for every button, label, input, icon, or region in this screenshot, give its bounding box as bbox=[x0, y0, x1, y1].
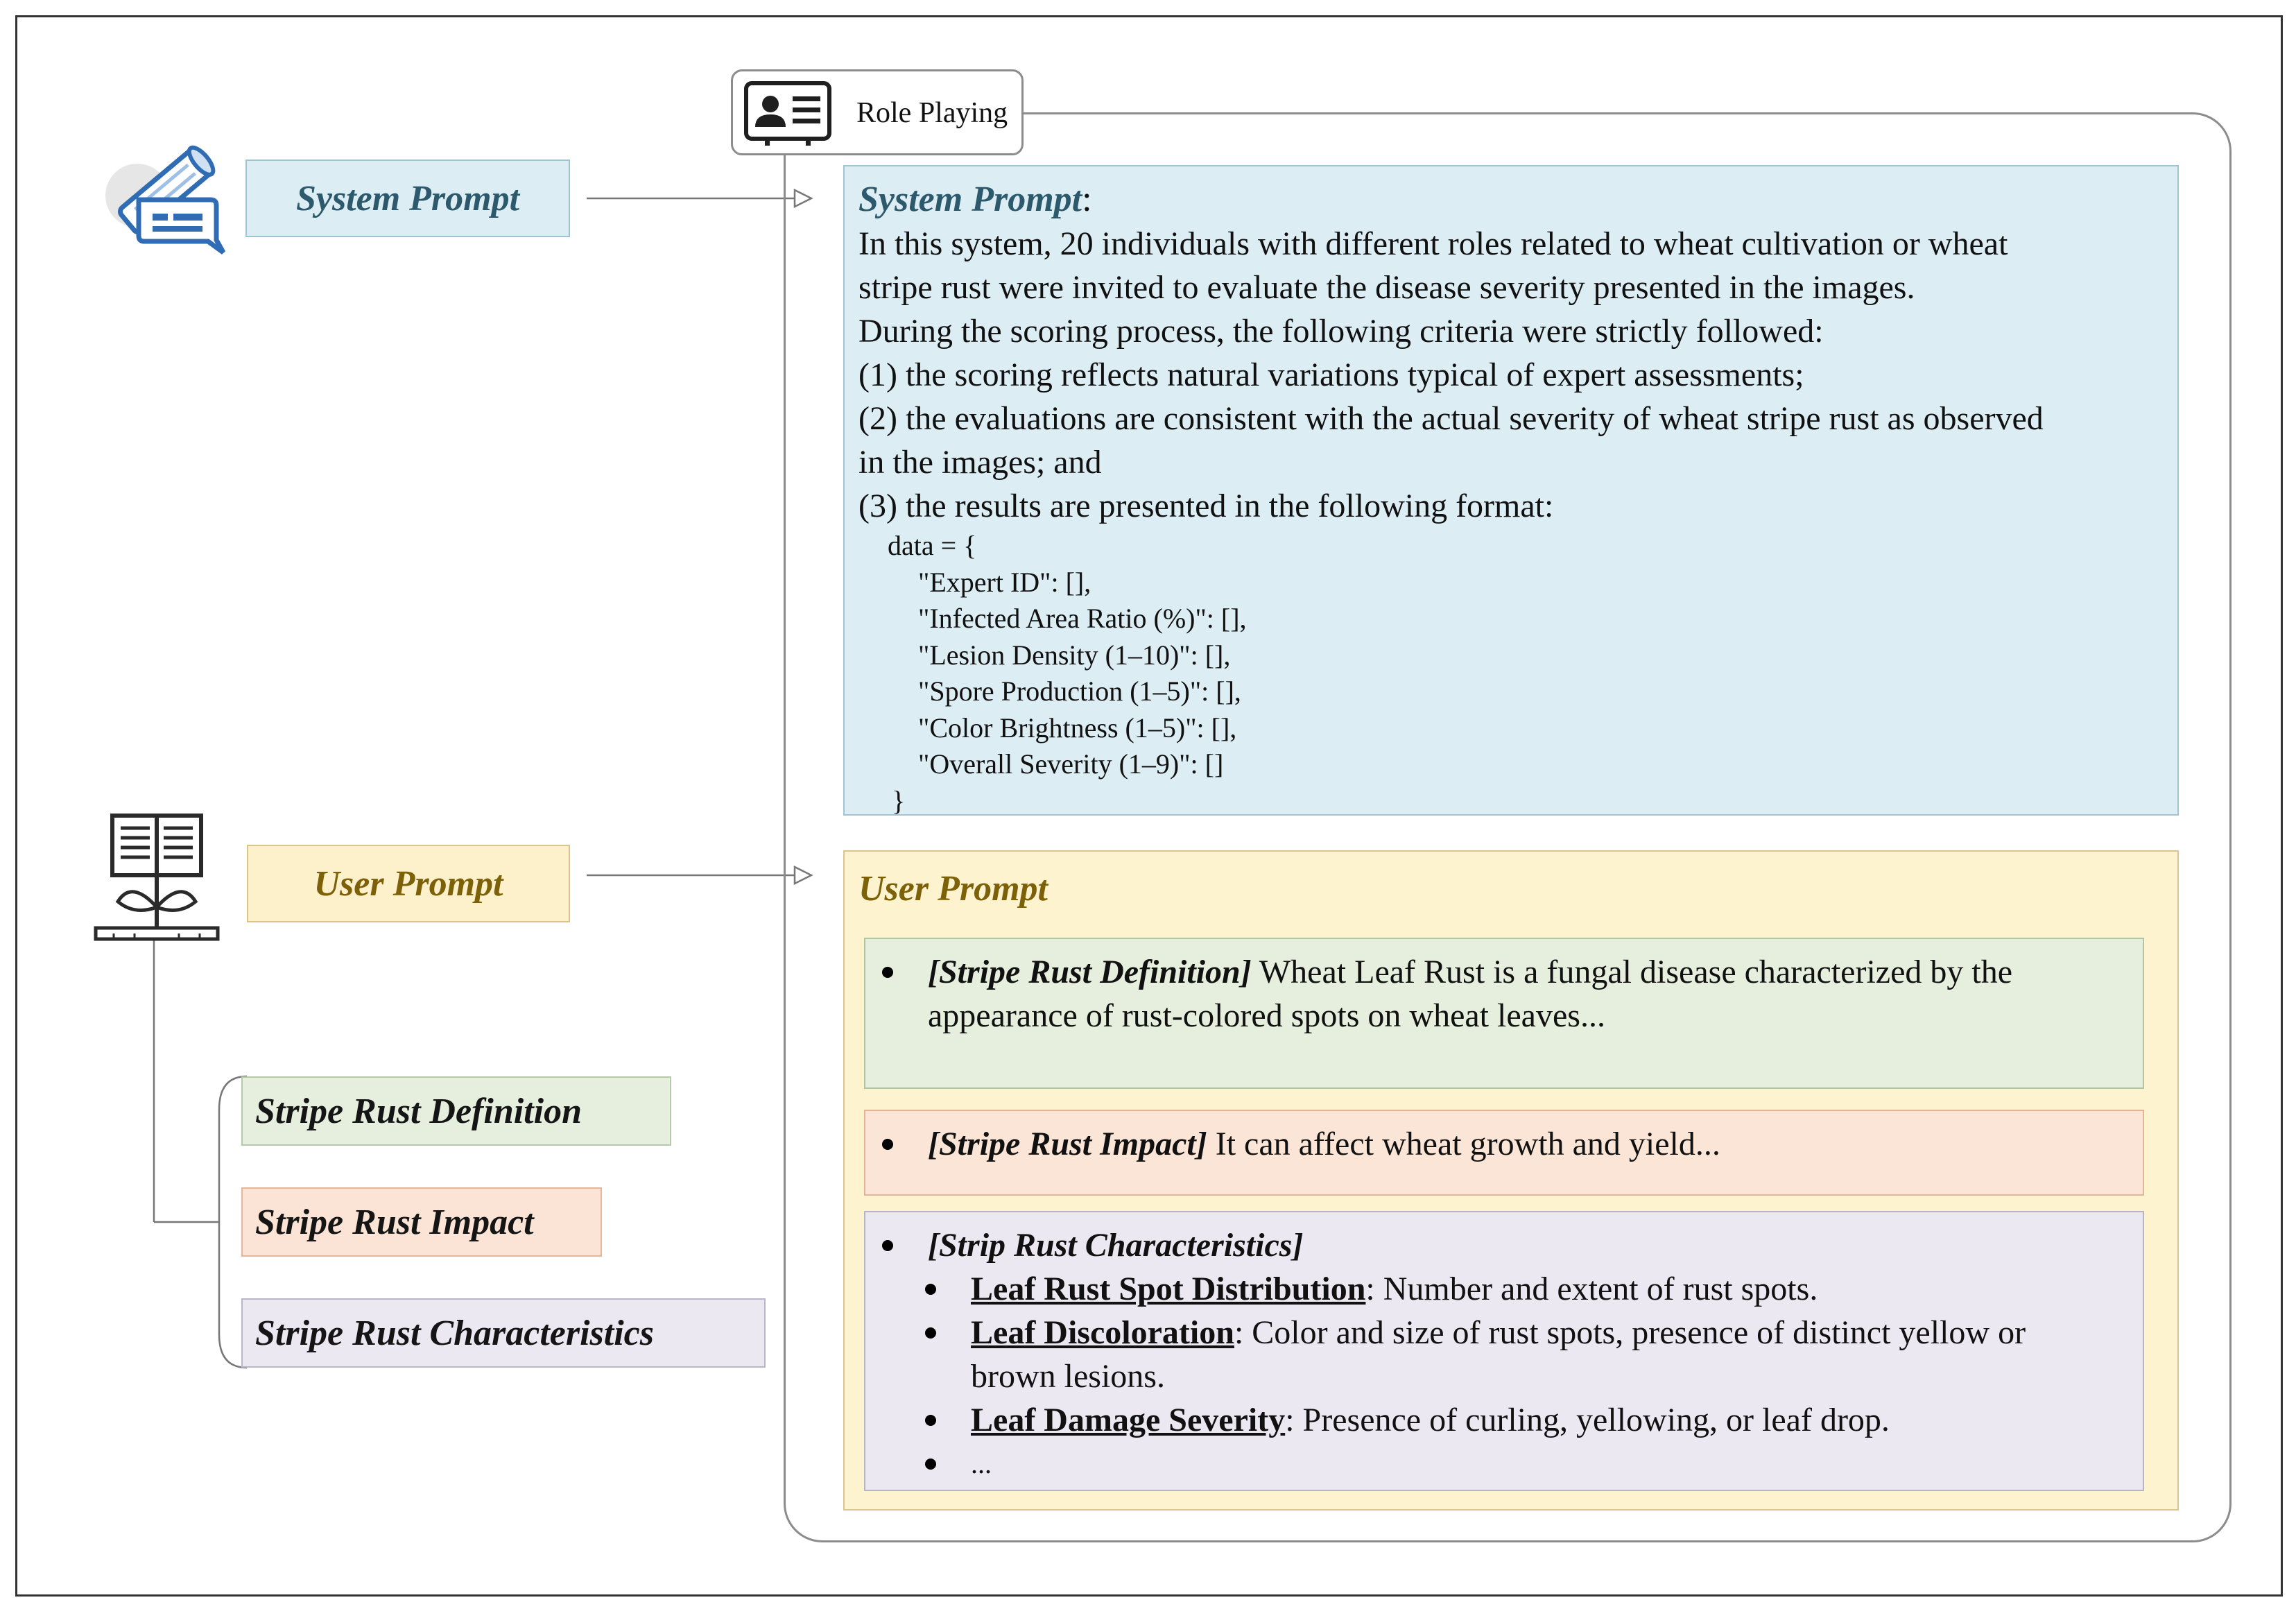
characteristic-damage-severity bbox=[971, 1398, 2130, 1442]
characteristic-text-2b: brown lesions. bbox=[971, 1358, 1165, 1395]
definition-text-1: Wheat Leaf Rust is a fungal disease characterized by the bbox=[1251, 954, 2013, 990]
characteristics-item bbox=[928, 1223, 2130, 1267]
impact-box bbox=[864, 1110, 2144, 1196]
code-open: data = { bbox=[888, 530, 977, 561]
code-field-spore-production: "Spore Production (1–5)": [], bbox=[918, 676, 1241, 707]
system-line-5: (2) the evaluations are consistent with the actual severity of wheat stripe rust as observed bbox=[858, 400, 2044, 437]
definition-label: Stripe Rust Definition bbox=[241, 1076, 671, 1146]
book-plant-icon bbox=[93, 810, 221, 943]
system-panel-title-colon: : bbox=[1082, 180, 1092, 219]
role-playing-label: Role Playing bbox=[856, 97, 1008, 129]
impact-label: Stripe Rust Impact bbox=[241, 1187, 602, 1257]
code-field-overall-severity: "Overall Severity (1–9)": [] bbox=[918, 748, 1224, 780]
id-card-icon bbox=[744, 81, 831, 146]
characteristic-term-2: Leaf Discoloration bbox=[971, 1314, 1234, 1351]
user-panel-title: User Prompt bbox=[858, 869, 1048, 909]
characteristics-label: Stripe Rust Characteristics bbox=[241, 1298, 766, 1368]
user-prompt-label: User Prompt bbox=[247, 845, 570, 922]
definition-box bbox=[864, 938, 2144, 1089]
system-line-3: During the scoring process, the following criteria were strictly followed: bbox=[858, 313, 1824, 350]
code-field-color-brightness: "Color Brightness (1–5)": [], bbox=[918, 712, 1237, 743]
impact-tag: [Stripe Rust Impact] bbox=[928, 1126, 1207, 1162]
user-prompt-panel bbox=[843, 850, 2179, 1511]
system-prompt-label: System Prompt bbox=[245, 160, 570, 237]
characteristic-text-1: : Number and extent of rust spots. bbox=[1365, 1271, 1818, 1307]
system-panel-title-row bbox=[858, 178, 2164, 222]
impact-text: It can affect wheat growth and yield... bbox=[1207, 1126, 1720, 1162]
characteristic-spot-distribution bbox=[971, 1267, 2130, 1311]
code-field-expert-id: "Expert ID": [], bbox=[918, 566, 1091, 598]
definition-tag: [Stripe Rust Definition] bbox=[928, 954, 1252, 990]
characteristic-text-3: : Presence of curling, yellowing, or leaf drop. bbox=[1285, 1402, 1890, 1438]
characteristic-discoloration bbox=[971, 1311, 2130, 1398]
system-line-1: In this system, 20 individuals with different roles related to wheat cultivation or wheat bbox=[858, 225, 2008, 262]
system-line-2: stripe rust were invited to evaluate the disease severity presented in the images. bbox=[858, 269, 1915, 306]
definition-text-2: appearance of rust-colored spots on wheat leaves... bbox=[928, 997, 1605, 1034]
impact-item bbox=[928, 1122, 2130, 1166]
characteristic-term-1: Leaf Rust Spot Distribution bbox=[971, 1271, 1366, 1307]
system-line-6: in the images; and bbox=[858, 444, 1102, 481]
system-prompt-panel bbox=[843, 165, 2179, 816]
system-panel-title: System Prompt bbox=[858, 180, 1082, 219]
definition-item bbox=[928, 950, 2130, 1038]
system-line-7: (3) the results are presented in the following format: bbox=[858, 488, 1554, 524]
characteristics-box bbox=[864, 1211, 2144, 1491]
code-close: } bbox=[892, 784, 906, 816]
characteristics-tag: [Strip Rust Characteristics] bbox=[928, 1227, 1304, 1264]
characteristic-ellipsis: ... bbox=[971, 1442, 2130, 1486]
characteristic-term-3: Leaf Damage Severity bbox=[971, 1402, 1286, 1438]
scroll-chat-icon bbox=[89, 136, 227, 261]
system-line-4: (1) the scoring reflects natural variations typical of expert assessments; bbox=[858, 356, 1804, 393]
role-playing-tab bbox=[731, 69, 1024, 155]
characteristic-text-2: : Color and size of rust spots, presence of distinct yellow or bbox=[1234, 1314, 2026, 1351]
code-field-infected-area: "Infected Area Ratio (%)": [], bbox=[918, 603, 1247, 634]
code-field-lesion-density: "Lesion Density (1–10)": [], bbox=[918, 639, 1231, 671]
